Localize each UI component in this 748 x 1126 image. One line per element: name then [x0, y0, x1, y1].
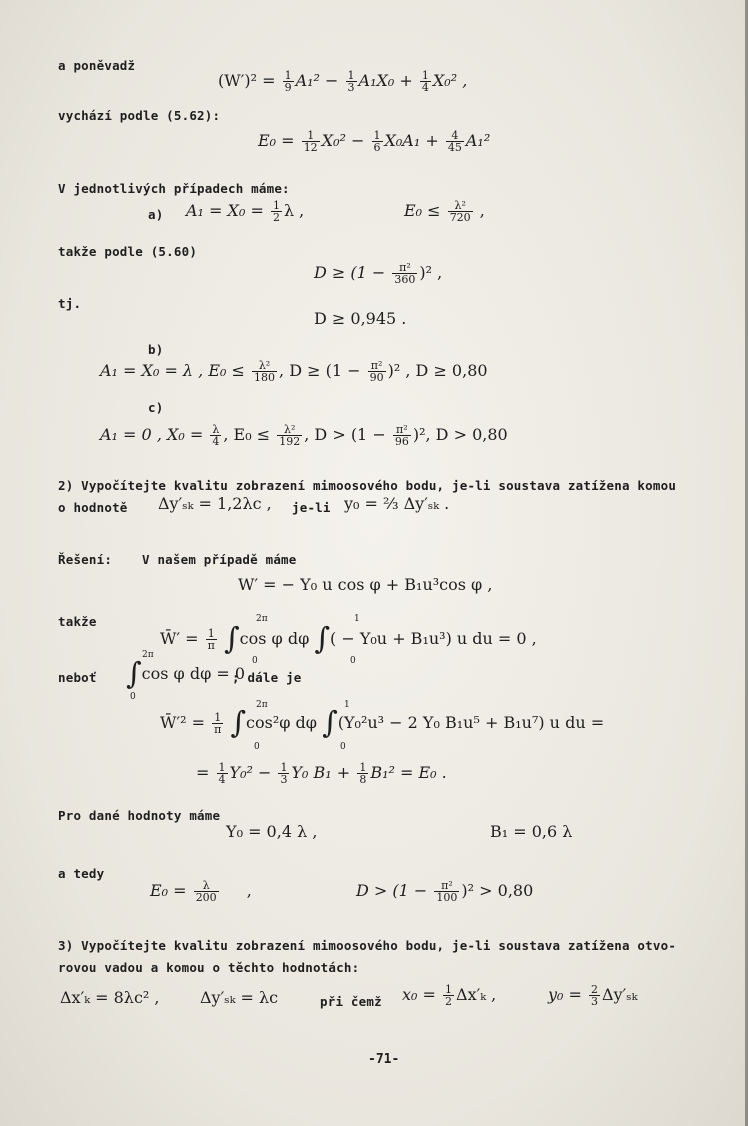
label-case-c: c) [148, 400, 164, 415]
equation-case-a-e0: E₀ ≤ $\frac{\text{λ²}}{720}$ , [404, 199, 485, 224]
text-takze: takže [58, 614, 97, 629]
equation-case-c: A₁ = 0 , X₀ = $\frac{\lambda}{4}$ , E₀ ≤ $\frac{\text{λ²}}{192}$ , D > (1 − $\frac{\text{π²}}{96}$ )², D > 0,80 [100, 423, 508, 448]
problem-3-text: 3) Vypočítejte kvalitu zobrazení mimoosového bodu, je-li soustava zatížena otvo- [58, 938, 677, 953]
equation-b1-value: B₁ = 0,6 λ [490, 822, 573, 841]
equation-coma-value: Δy′ₛₖ = 1,2λc , [158, 494, 272, 513]
limit-lower-0d: 0 [254, 742, 260, 752]
text-v-nasem: V našem případě máme [142, 552, 297, 567]
page-number: -71- [368, 1052, 400, 1067]
equation-w-bar-squared: W̄′² = $\frac{1}{\pi}$ ∫cos²φ dφ ∫(Y₀²u³ − 2 Y₀ B₁u⁵ + B₁u⁷) u du = [160, 705, 605, 741]
text-vychazi: vychází podle (5.62): [58, 108, 221, 123]
equation-e0-final: E₀ = $\frac{\lambda}{200}$ , [150, 879, 252, 904]
equation-d-final: D > (1 − $\frac{\text{π²}}{100}$ )² > 0,80 [356, 879, 534, 904]
text-a-tedy: a tedy [58, 866, 105, 881]
limit-upper-2pi-b: 2π [142, 650, 154, 660]
text-tj: tj. [58, 296, 82, 311]
label-reseni: Řešení: [58, 552, 113, 567]
equation-cos-integral: ∫cos φ dφ = 0 [126, 656, 246, 692]
limit-lower-0e: 0 [340, 742, 346, 752]
text-a-ponevadz: a poněvadž [58, 58, 136, 73]
limit-upper-1b: 1 [344, 700, 350, 710]
equation-e0-result: = $\frac{1}{4}$ Y₀² − $\frac{1}{3}$ Y₀ B₁ + $\frac{1}{8}$ B₁² = E₀ . [196, 761, 447, 786]
equation-w-squared: (W′)² = $\frac{1}{9}$ A₁² − $\frac{1}{3}$ A₁X₀ + $\frac{1}{4}$ X₀² , [218, 69, 468, 94]
equation-d-0945: D ≥ 0,945 . [314, 309, 407, 328]
label-case-b: b) [148, 342, 164, 357]
limit-upper-1: 1 [354, 614, 360, 624]
problem-2-text: 2) Vypočítejte kvalitu zobrazení mimoosového bodu, je-li soustava zatížena komou [58, 478, 677, 493]
text-nebot: neboť [58, 670, 97, 685]
problem-2-text-c: je-li [292, 500, 331, 515]
limit-upper-2pi: 2π [256, 614, 268, 624]
limit-lower-0b: 0 [350, 656, 356, 666]
limit-lower-0: 0 [252, 656, 258, 666]
equation-p3-y0: y₀ = $\frac{2}{3}$ Δy′ₛₖ [548, 983, 638, 1008]
equation-case-b: A₁ = X₀ = λ , E₀ ≤ $\frac{\text{λ²}}{180}$ , D ≥ (1 − $\frac{\text{π²}}{90}$ )² , D ≥ 0,80 [100, 359, 488, 384]
problem-3-text-b: rovou vadou a komou o těchto hodnotách: [58, 960, 360, 975]
equation-w-prime: W′ = − Y₀ u cos φ + B₁u³cos φ , [238, 575, 493, 594]
equation-y0-value: Y₀ = 0,4 λ , [226, 822, 318, 841]
text-pri-cemz: při čemž [320, 994, 382, 1009]
equation-e0: E₀ = $\frac{1}{12}$ X₀² − $\frac{1}{6}$ X₀A₁ + $\frac{4}{45}$ A₁² [258, 129, 491, 154]
equation-d-pi2-360: D ≥ (1 − $\frac{\text{π²}}{360}$ )² , [314, 261, 443, 286]
label-case-a: a) [148, 207, 164, 222]
equation-w-bar: W̄′ = $\frac{1}{\pi}$ ∫cos φ dφ ∫( − Y₀u + B₁u³) u du = 0 , [160, 621, 537, 657]
problem-2-text-b: o hodnotě [58, 500, 128, 515]
equation-p3-dx: Δx′ₖ = 8λc² , [60, 988, 160, 1007]
equation-y0: y₀ = ⅔ Δy′ₛₖ . [344, 494, 450, 513]
equation-p3-x0: x₀ = $\frac{1}{2}$ Δx′ₖ , [402, 983, 497, 1008]
equation-p3-dy: Δy′ₛₖ = λc [200, 988, 279, 1007]
text-dale-je: ; dále je [232, 670, 302, 685]
limit-upper-2pi-c: 2π [256, 700, 268, 710]
text-pro-dane: Pro dané hodnoty máme [58, 808, 221, 823]
limit-lower-0c: 0 [130, 692, 136, 702]
text-v-jednotlivych: V jednotlivých případech máme: [58, 181, 290, 196]
text-takze-podle: takže podle (5.60) [58, 244, 198, 259]
equation-case-a: A₁ = X₀ = $\frac{1}{2}$ λ , [186, 199, 305, 224]
